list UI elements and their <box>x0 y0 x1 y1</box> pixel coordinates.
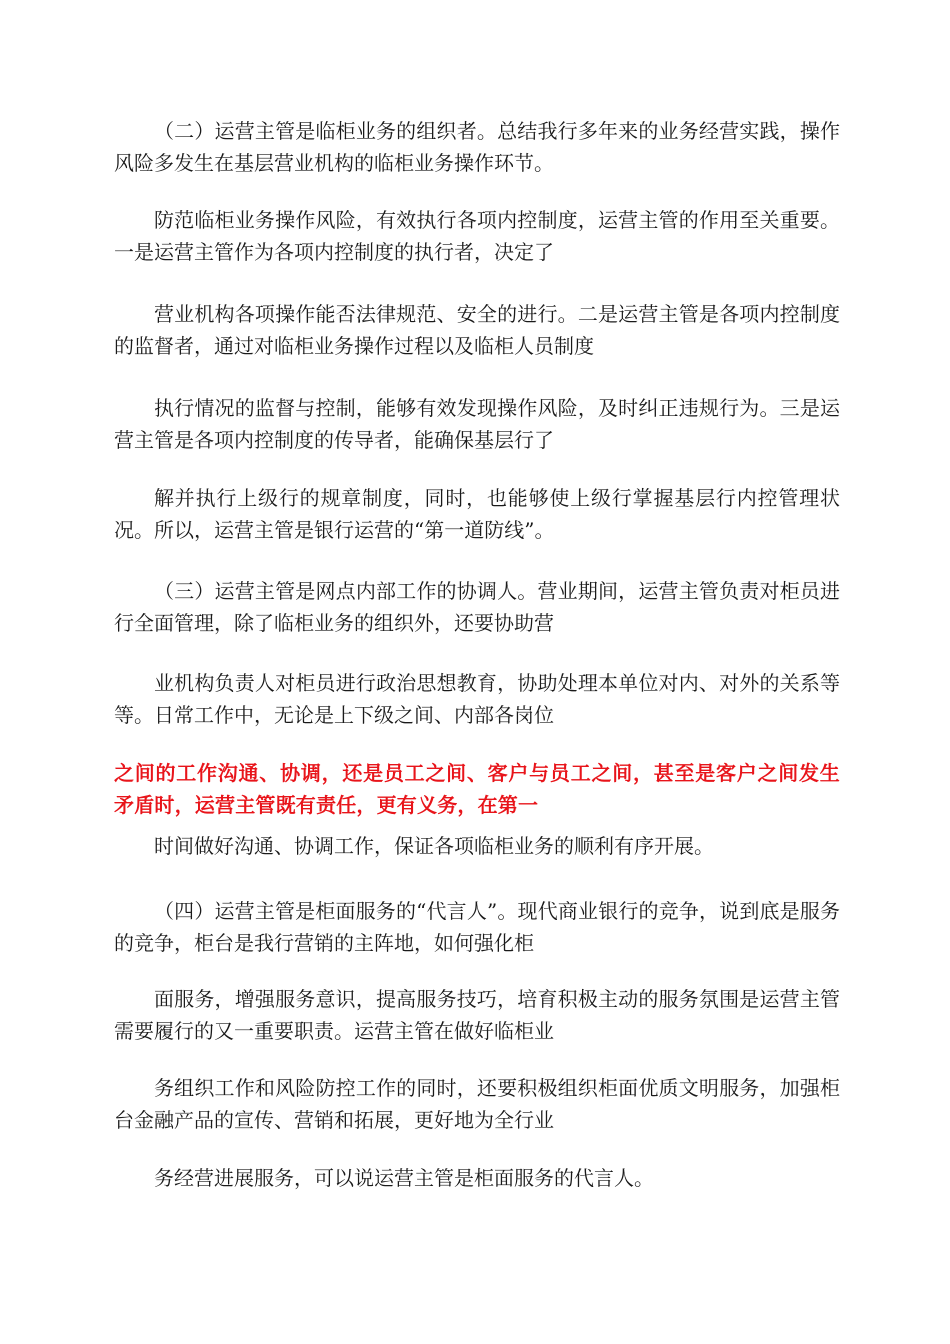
paragraph-5: 解并执行上级行的规章制度，同时，也能够使上级行掌握基层行内控管理状况。所以，运营主管是银行运营的“第一道防线”。 <box>114 486 840 542</box>
paragraph-4: 执行情况的监督与控制，能够有效发现操作风险，及时纠正违规行为。三是运营主管是各项内控制度的传导者，能确保基层行了 <box>114 396 840 452</box>
paragraph-8-highlighted: 之间的工作沟通、协调，还是员工之间、客户与员工之间，甚至是客户之间发生矛盾时，运营主管既有责任，更有义务，在第一 <box>114 761 840 817</box>
paragraph-6: （三）运营主管是网点内部工作的协调人。营业期间，运营主管负责对柜员进行全面管理，除了临柜业务的组织外，还要协助营 <box>114 579 840 635</box>
paragraph-7: 业机构负责人对柜员进行政治思想教育，协助处理本单位对内、对外的关系等等。日常工作中，无论是上下级之间、内部各岗位 <box>114 671 840 727</box>
paragraph-3: 营业机构各项操作能否法律规范、安全的进行。二是运营主管是各项内控制度的监督者，通过对临柜业务操作过程以及临柜人员制度 <box>114 302 840 358</box>
paragraph-13: 务经营进展服务，可以说运营主管是柜面服务的代言人。 <box>154 1166 654 1190</box>
paragraph-2: 防范临柜业务操作风险，有效执行各项内控制度，运营主管的作用至关重要。一是运营主管作为各项内控制度的执行者，决定了 <box>114 208 840 264</box>
paragraph-1: （二）运营主管是临柜业务的组织者。总结我行多年来的业务经营实践，操作风险多发生在基层营业机构的临柜业务操作环节。 <box>114 119 840 175</box>
paragraph-10: （四）运营主管是柜面服务的“代言人”。现代商业银行的竞争，说到底是服务的竞争，柜台是我行营销的主阵地，如何强化柜 <box>114 899 840 955</box>
paragraph-12: 务组织工作和风险防控工作的同时，还要积极组织柜面优质文明服务，加强柜台金融产品的宣传、营销和拓展，更好地为全行业 <box>114 1076 840 1132</box>
paragraph-9: 时间做好沟通、协调工作，保证各项临柜业务的顺利有序开展。 <box>154 834 714 858</box>
paragraph-11: 面服务，增强服务意识，提高服务技巧，培育积极主动的服务氛围是运营主管需要履行的又一重要职责。运营主管在做好临柜业 <box>114 987 840 1043</box>
